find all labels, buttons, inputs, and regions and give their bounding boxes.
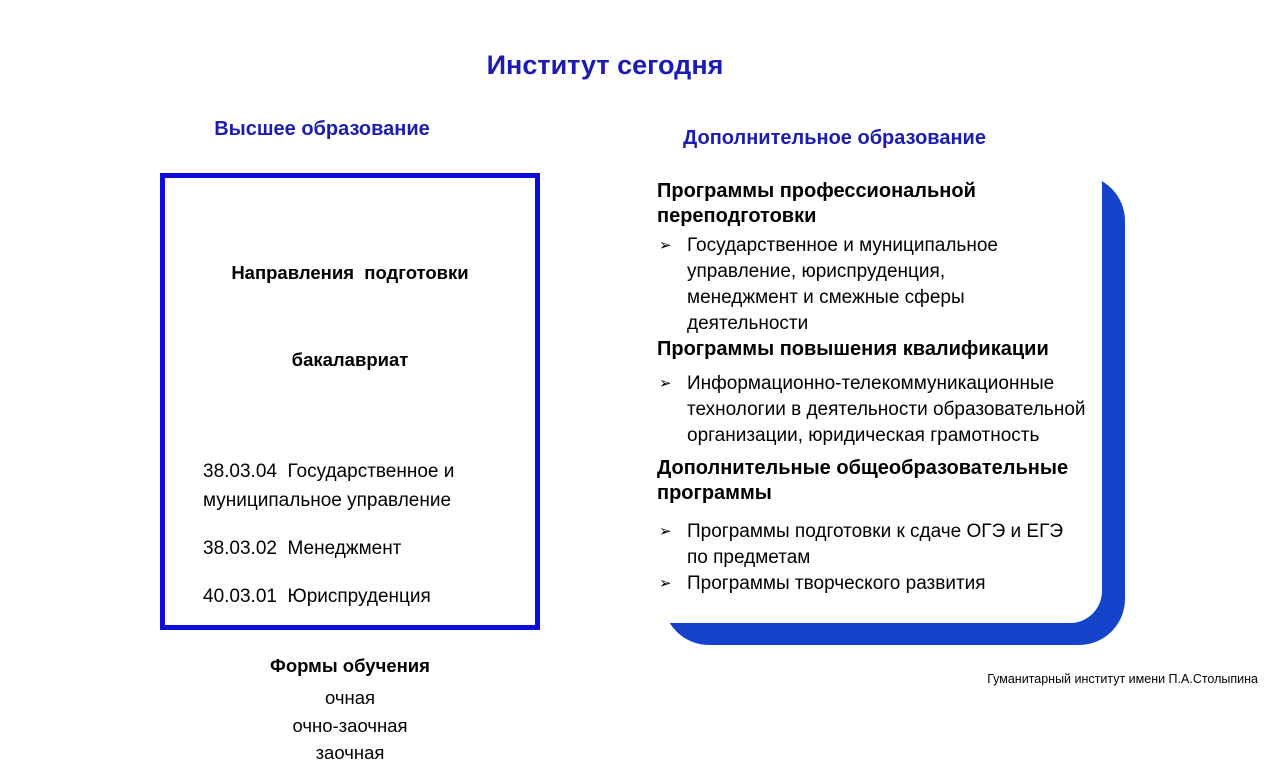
study-form-item: очно-заочная (292, 714, 408, 736)
study-form-item: очная (324, 687, 376, 708)
footer-text: Гуманитарный институт имени П.А.Столыпина (987, 672, 1258, 686)
section-title-general-programs: Дополнительные общеобразовательные программы (657, 457, 1069, 504)
additional-education-card (641, 153, 1102, 623)
program-item: 38.03.04 Государственное и муниципальное управление (203, 461, 460, 511)
list-item (657, 233, 1090, 337)
list-item (657, 371, 1090, 449)
bullet-text: Государственное и муниципальное управление, юриспруденция, менеджмент и смежные сферы деятельности (687, 235, 998, 334)
study-form-item: заочная (315, 742, 385, 763)
page-title: Институт сегодня (486, 50, 724, 80)
arrow-bullet-icon: ➢ (659, 575, 672, 592)
bullet-text: Программы творческого развития (687, 573, 986, 594)
box-title-line1: Направления подготовки (231, 262, 469, 283)
box-title (189, 200, 511, 432)
bullet-list (657, 371, 1090, 449)
box-title-line2: бакалавриат (291, 349, 409, 370)
program-item: 40.03.01 Юриспруденция (203, 586, 431, 607)
list-item (657, 571, 1090, 597)
bullet-text: Информационно-телекоммуникационные технологии в деятельности образовательной организации, юридическая грамотность (687, 373, 1086, 446)
additional-education-heading: Дополнительное образование (683, 127, 986, 149)
bullet-list (657, 519, 1090, 597)
bullet-text: Программы подготовки к сдаче ОГЭ и ЕГЭ по предметам (687, 521, 1064, 568)
arrow-bullet-icon: ➢ (659, 237, 672, 254)
arrow-bullet-icon: ➢ (659, 375, 672, 392)
program-item: 38.03.02 Менеджмент (203, 538, 402, 559)
arrow-bullet-icon: ➢ (659, 523, 672, 540)
section-title-retraining: Программы профессиональной переподготовки (657, 180, 976, 227)
higher-education-box (160, 173, 540, 763)
list-item (657, 519, 1090, 571)
higher-education-heading: Высшее образование (214, 118, 430, 140)
bullet-list (657, 233, 1090, 337)
study-forms-title: Формы обучения (270, 655, 430, 676)
section-title-qualification: Программы повышения квалификации (657, 338, 1049, 360)
